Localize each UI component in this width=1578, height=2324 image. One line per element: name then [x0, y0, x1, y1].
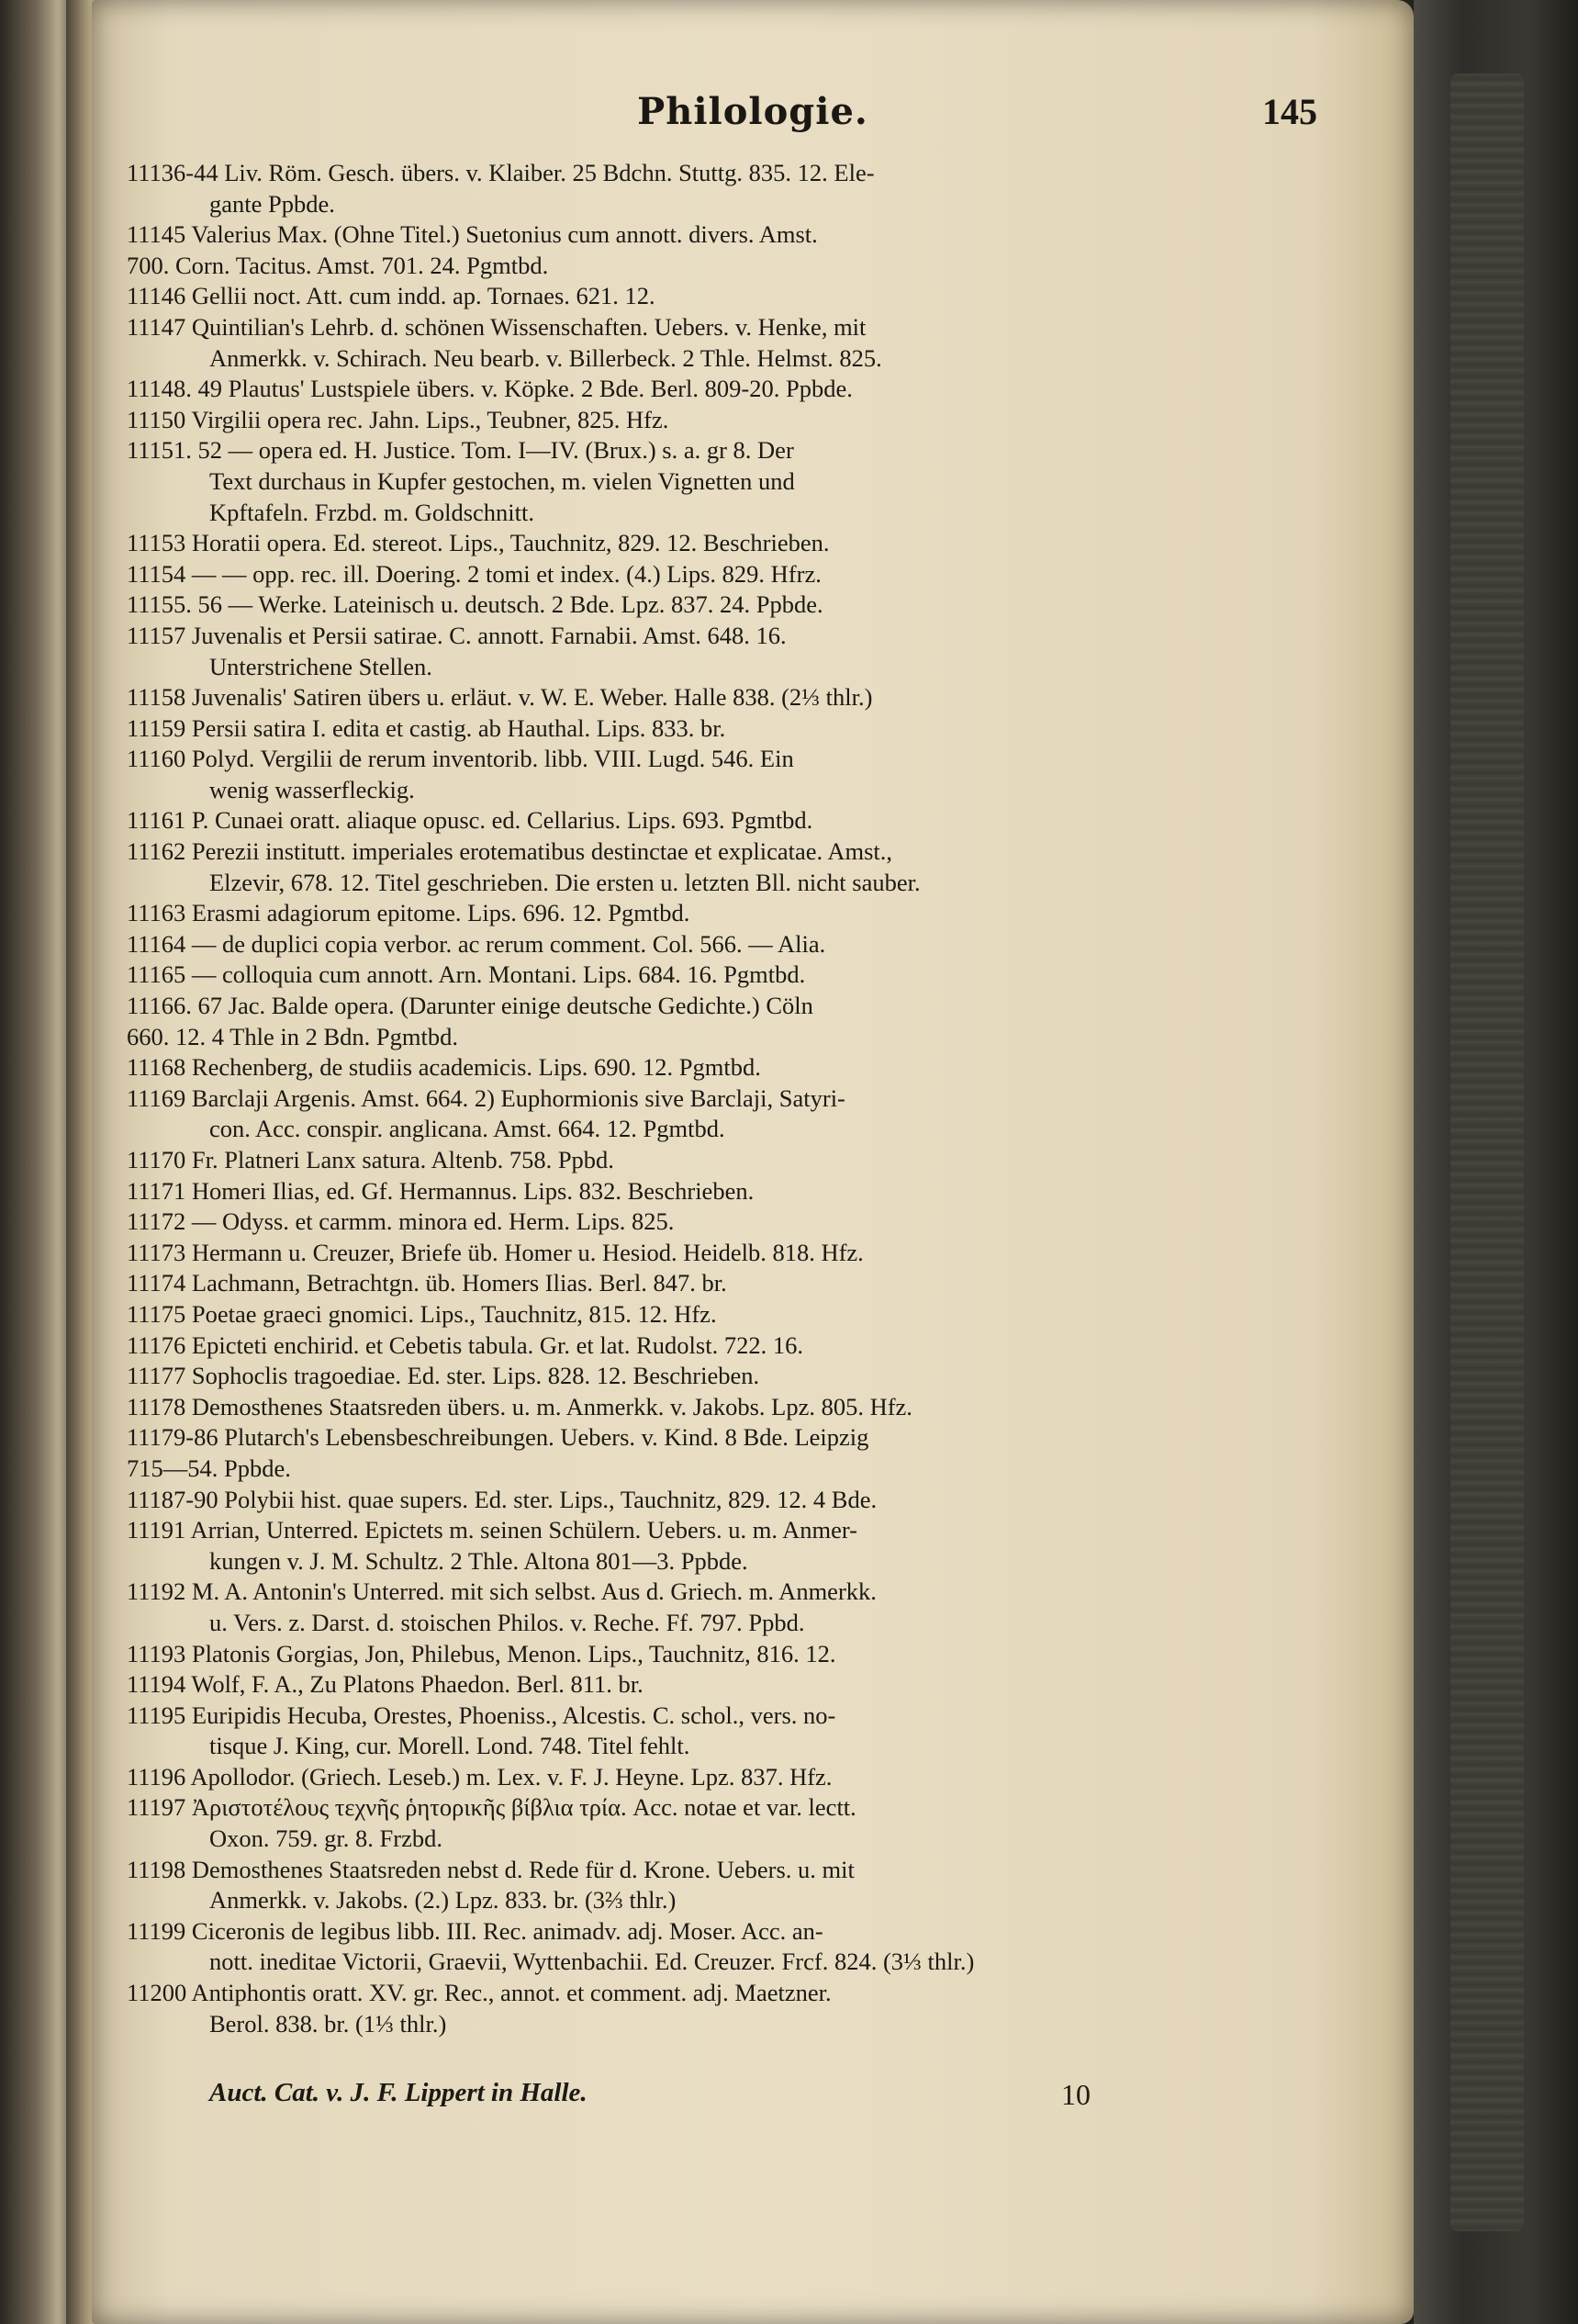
- catalogue-line: 11177 Sophoclis tragoediae. Ed. ster. Lips. 828. 12. Beschrieben.: [127, 1362, 760, 1390]
- catalogue-line: 11171 Homeri Ilias, ed. Gf. Hermannus. Lips. 832. Beschrieben.: [127, 1176, 755, 1205]
- catalogue-line: 11155. 56 — Werke. Lateinisch u. deutsch. 2 Bde. Lpz. 837. 24. Ppbde.: [127, 590, 823, 619]
- page-footer: [209, 2078, 1531, 2115]
- catalogue-line: Text durchaus in Kupfer gestochen, m. vielen Vignetten und: [209, 466, 795, 495]
- page-number: 145: [1262, 91, 1317, 132]
- cover-strip: [1450, 73, 1524, 2231]
- catalogue-line: 11195 Euripidis Hecuba, Orestes, Phoeniss., Alcestis. C. schol., vers. no-: [127, 1701, 836, 1729]
- catalogue-line: 11196 Apollodor. (Griech. Leseb.) m. Lex. v. F. J. Heyne. Lpz. 837. Hfz.: [127, 1762, 833, 1791]
- catalogue-line: 11147 Quintilian's Lehrb. d. schönen Wissenschaften. Uebers. v. Henke, mit: [127, 312, 867, 341]
- catalogue-line: 11150 Virgilii opera rec. Jahn. Lips., Teubner, 825. Hfz.: [127, 405, 669, 433]
- catalogue-entries: [127, 158, 1270, 2039]
- catalogue-line: Berol. 838. br. (1⅓ thlr.): [209, 2009, 447, 2038]
- running-head: [92, 84, 1414, 140]
- catalogue-line: 11154 — — opp. rec. ill. Doering. 2 tomi et index. (4.) Lips. 829. Hfrz.: [127, 559, 822, 588]
- catalogue-line: 11192 M. A. Antonin's Unterred. mit sich selbst. Aus d. Griech. m. Anmerkk.: [127, 1577, 877, 1606]
- catalogue-line: 11162 Perezii institutt. imperiales erotematibus destinctae et explicatae. Amst.,: [127, 837, 893, 866]
- catalogue-line: 11153 Horatii opera. Ed. stereot. Lips., Tauchnitz, 829. 12. Beschrieben.: [127, 529, 830, 557]
- catalogue-line: 11158 Juvenalis' Satiren übers u. erläut. v. W. E. Weber. Halle 838. (2⅓ thlr.): [127, 683, 873, 712]
- catalogue-line: 11187-90 Polybii hist. quae supers. Ed. ster. Lips., Tauchnitz, 829. 12. 4 Bde.: [127, 1485, 878, 1513]
- catalogue-line: 11163 Erasmi adagiorum epitome. Lips. 696. 12. Pgmtbd.: [127, 899, 690, 927]
- catalogue-line: 11136-44 Liv. Röm. Gesch. übers. v. Klaiber. 25 Bdchn. Stuttg. 835. 12. Ele-: [127, 159, 875, 186]
- catalogue-line: Unterstrichene Stellen.: [209, 652, 432, 680]
- catalogue-line: Kpftafeln. Frzbd. m. Goldschnitt.: [209, 498, 535, 526]
- catalogue-line: 11176 Epicteti enchirid. et Cebetis tabula. Gr. et lat. Rudolst. 722. 16.: [127, 1330, 803, 1359]
- catalogue-line: gante Ppbde.: [209, 189, 335, 218]
- catalogue-line: 11172 — Odyss. et carmm. minora ed. Herm. Lips. 825.: [127, 1207, 675, 1236]
- catalogue-line: 11145 Valerius Max. (Ohne Titel.) Suetonius cum annott. divers. Amst.: [127, 220, 818, 249]
- catalogue-line: 11198 Demosthenes Staatsreden nebst d. Rede für d. Krone. Uebers. u. mit: [127, 1855, 855, 1883]
- catalogue-line: 11173 Hermann u. Creuzer, Briefe üb. Homer u. Hesiod. Heidelb. 818. Hfz.: [127, 1238, 864, 1266]
- catalogue-line: 11194 Wolf, F. A., Zu Platons Phaedon. Berl. 811. br.: [127, 1670, 644, 1699]
- catalogue-line: Elzevir, 678. 12. Titel geschrieben. Die ersten u. letzten Bll. nicht sauber.: [209, 868, 921, 896]
- footer-catalogue: Auct. Cat. v. J. F. Lippert in Halle.: [209, 2078, 588, 2107]
- catalogue-line: 715—54. Ppbde.: [127, 1454, 291, 1482]
- catalogue-line: 11165 — colloquia cum annott. Arn. Montani. Lips. 684. 16. Pgmtbd.: [127, 960, 806, 989]
- catalogue-line: u. Vers. z. Darst. d. stoischen Philos. v. Reche. Ff. 797. Ppbd.: [209, 1608, 805, 1636]
- catalogue-line: 11200 Antiphontis oratt. XV. gr. Rec., annot. et comment. adj. Maetzner.: [127, 1979, 832, 2007]
- catalogue-line: 11164 — de duplici copia verbor. ac rerum comment. Col. 566. — Alia.: [127, 929, 826, 958]
- catalogue-line: Anmerkk. v. Schirach. Neu bearb. v. Billerbeck. 2 Thle. Helmst. 825.: [209, 343, 882, 372]
- catalogue-line: 11157 Juvenalis et Persii satirae. C. annott. Farnabii. Amst. 648. 16.: [127, 621, 787, 649]
- catalogue-line: con. Acc. conspir. anglicana. Amst. 664. 12. Pgmtbd.: [209, 1115, 725, 1143]
- catalogue-line: nott. ineditae Victorii, Graevii, Wyttenbachii. Ed. Creuzer. Frcf. 824. (3⅓ thlr.): [209, 1948, 975, 1976]
- catalogue-line: 11148. 49 Plautus' Lustspiele übers. v. Köpke. 2 Bde. Berl. 809-20. Ppbde.: [127, 375, 853, 403]
- catalogue-line: 700. Corn. Tacitus. Amst. 701. 24. Pgmtbd.: [127, 251, 549, 279]
- catalogue-line: wenig wasserfleckig.: [209, 775, 415, 803]
- left-page-edge: [0, 0, 66, 2324]
- catalogue-line: 11174 Lachmann, Betrachtgn. üb. Homers Ilias. Berl. 847. br.: [127, 1269, 727, 1297]
- catalogue-line: 11193 Platonis Gorgias, Jon, Philebus, Menon. Lips., Tauchnitz, 816. 12.: [127, 1639, 836, 1667]
- catalogue-line: Anmerkk. v. Jakobs. (2.) Lpz. 833. br. (3⅔ thlr.): [209, 1886, 677, 1914]
- catalogue-line: 11179-86 Plutarch's Lebensbeschreibungen. Uebers. v. Kind. 8 Bde. Leipzig: [127, 1423, 869, 1452]
- catalogue-line: 11191 Arrian, Unterred. Epictets m. seinen Schülern. Uebers. u. m. Anmer-: [127, 1516, 857, 1544]
- book-cover-edge: [1414, 0, 1578, 2324]
- catalogue-line: kungen v. J. M. Schultz. 2 Thle. Altona 801—3. Ppbde.: [209, 1546, 748, 1575]
- catalogue-line: 11197 Ἀριστοτέλους τεχνῆς ῥητορικῆς βίβλια τρία. Acc. notae et var. lectt.: [127, 1793, 856, 1822]
- catalogue-line: tisque J. King, cur. Morell. Lond. 748. Titel fehlt.: [209, 1732, 690, 1760]
- catalogue-line: Oxon. 759. gr. 8. Frzbd.: [209, 1824, 442, 1853]
- catalogue-line: 11146 Gellii noct. Att. cum indd. ap. Tornaes. 621. 12.: [127, 282, 655, 310]
- page-title: Philologie.: [637, 90, 868, 133]
- catalogue-line: 11161 P. Cunaei oratt. aliaque opusc. ed. Cellarius. Lips. 693. Pgmtbd.: [127, 806, 813, 835]
- catalogue-line: 11168 Rechenberg, de studiis academicis. Lips. 690. 12. Pgmtbd.: [127, 1053, 761, 1082]
- footer-signature: 10: [1061, 2078, 1091, 2111]
- catalogue-line: 11175 Poetae graeci gnomici. Lips., Tauchnitz, 815. 12. Hfz.: [127, 1299, 717, 1328]
- catalogue-line: 660. 12. 4 Thle in 2 Bdn. Pgmtbd.: [127, 1022, 458, 1050]
- catalogue-line: 11199 Ciceronis de legibus libb. III. Rec. animadv. adj. Moser. Acc. an-: [127, 1916, 823, 1945]
- catalogue-line: 11169 Barclaji Argenis. Amst. 664. 2) Euphormionis sive Barclaji, Satyri-: [127, 1083, 845, 1112]
- catalogue-line: 11166. 67 Jac. Balde opera. (Darunter einige deutsche Gedichte.) Cöln: [127, 992, 813, 1020]
- catalogue-line: 11160 Polyd. Vergilii de rerum inventorib. libb. VIII. Lugd. 546. Ein: [127, 745, 794, 773]
- catalogue-line: 11170 Fr. Platneri Lanx satura. Altenb. 758. Ppbd.: [127, 1146, 614, 1173]
- catalogue-line: 11178 Demosthenes Staatsreden übers. u. m. Anmerkk. v. Jakobs. Lpz. 805. Hfz.: [127, 1392, 912, 1420]
- catalogue-line: 11151. 52 — opera ed. H. Justice. Tom. I—IV. (Brux.) s. a. gr 8. Der: [127, 436, 794, 465]
- catalogue-line: 11159 Persii satira I. edita et castig. ab Hauthal. Lips. 833. br.: [127, 713, 726, 742]
